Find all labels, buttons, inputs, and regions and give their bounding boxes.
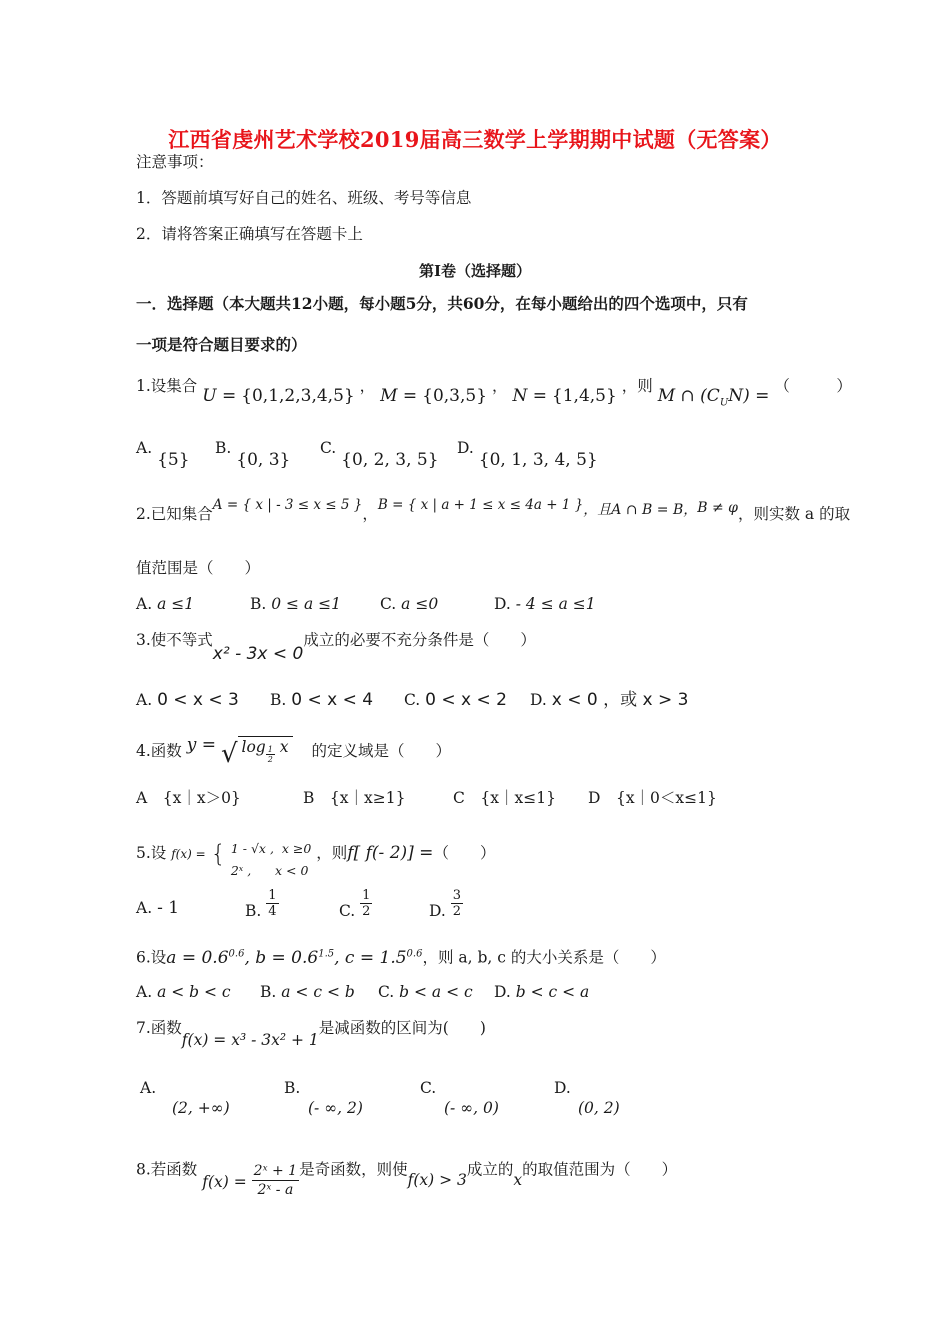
q2-option-c: C. a ≤0	[380, 595, 439, 613]
notice-heading: 注意事项：	[136, 153, 214, 171]
part1-heading-cont: 一项是符合题目要求的）	[136, 335, 307, 354]
q5-option-a: A. - 1	[136, 898, 180, 918]
question-5: 5.设 f(x) = { 1 - √x , x ≥0 2ˣ , x < 0 ，则f[ f(- 2)] =（ ）	[136, 832, 495, 876]
q7-option-a: A. (2, +∞)	[140, 1079, 230, 1117]
q5-f-def: f(x) =	[171, 847, 206, 861]
question-4: 4.函数 y = √ log $\frac{1}{2}$ x 的定义域是（ ）	[136, 735, 451, 769]
q1-expr: M ∩ (C	[657, 386, 720, 406]
notice-item-2: 2．请将答案正确填写在答题卡上	[136, 225, 363, 243]
q4-option-a: A {x｜x＞0}	[136, 789, 241, 807]
question-7: 7.函数f(x) = x³ - 3x² + 1是减函数的区间为( )	[136, 1019, 486, 1049]
question-6: 6.设$a = 0.6^{0.6}$, $b = 0.6^{1.5}$, $c = 1.5^{0.6}$，则 a, b, c 的大小关系是（ ）	[136, 947, 666, 968]
q6-option-c: C. b < a < c	[378, 983, 473, 1001]
q1-stem: 1.设集合	[136, 377, 198, 395]
q5-expr: f[ f(- 2)] =	[347, 843, 434, 863]
q1-option-d: D. {0, 1, 3, 4, 5}	[457, 439, 598, 470]
q6-option-a: A. a < b < c	[136, 983, 231, 1001]
q6-option-d: D. b < c < a	[494, 983, 590, 1001]
question-2: 2.已知集合A = { x | - 3 ≤ x ≤ 5 }，B = { x | a + 1 ≤ x ≤ 4a + 1 }，且A ∩ B = B，B ≠ φ，则实数 a 的取	[136, 497, 851, 523]
q8-fraction: $\frac{\text{2ˣ + 1}}{\text{2ˣ - a}}$	[253, 1163, 298, 1198]
q7-expr: f(x) = x³ - 3x² + 1	[181, 1031, 319, 1049]
q1-m-set: 0,3,5	[432, 386, 477, 406]
q3-option-d: D. x < 0 ，或 x > 3	[530, 690, 689, 710]
q4-option-b: B {x｜x≥1}	[303, 789, 406, 807]
q2-option-d: D. - 4 ≤ a ≤1	[494, 595, 596, 613]
section-title: 第Ⅰ卷（选择题）	[418, 262, 532, 280]
question-8: 8.若函数 f(x) = $\frac{\text{2ˣ + 1}}{\text{2ˣ - a}}$ 是奇函数，则使f(x) > 3成立的x的取值范围为（ ）	[136, 1160, 678, 1198]
question-3: 3.使不等式x² - 3x < 0成立的必要不充分条件是（ ）	[136, 631, 536, 664]
q1-n-set: 1,4,5	[562, 386, 606, 406]
part1-heading: 一．选择题（本大题共12小题，每小题5分，共60分，在每小题给出的四个选项中，只有	[136, 294, 748, 313]
q4-option-c: C {x｜x≤1}	[453, 789, 556, 807]
q1-paren: （ ）	[774, 377, 852, 395]
q6-option-b: B. a < c < b	[260, 983, 355, 1001]
q3-option-a: A. 0 < x < 3	[136, 690, 239, 710]
q4-option-d: D {x｜0＜x≤1}	[588, 789, 717, 807]
q1-n: N =	[512, 386, 547, 406]
q2-stem-cont: 值范围是（ ）	[136, 559, 261, 577]
q5-option-b: B. $\frac{1}{4}$	[245, 888, 277, 920]
exam-title: 江西省虔州艺术学校2019届高三数学上学期期中试题（无答案）	[168, 127, 782, 152]
q5-option-c: C. $\frac{1}{2}$	[339, 888, 371, 920]
q5-option-d: D. $\frac{3}{2}$	[429, 888, 462, 920]
question-1: 1.设集合 U = {0,1,2,3,4,5} ， M = {0,3,5} ， N = {1,4,5} ，则 M ∩ $(C_UN)$ = （ ）	[136, 377, 852, 409]
q1-expr2: N) =	[728, 386, 770, 406]
q2-option-a: A. a ≤1	[136, 595, 195, 613]
q7-option-b: B. (- ∞, 2)	[284, 1079, 363, 1117]
q1-u: U =	[202, 386, 237, 406]
q1-m: M =	[380, 386, 418, 406]
q2-set-a: A = { x | - 3 ≤ x ≤ 5 }	[212, 497, 363, 513]
q1-sub: U	[719, 397, 729, 409]
q1-u-set: 0,1,2,3,4,5	[251, 386, 344, 406]
q2-set-b: B = { x | a + 1 ≤ x ≤ 4a + 1 }	[377, 497, 584, 513]
q3-option-c: C. 0 < x < 2	[404, 690, 507, 710]
q1-then: ，则	[621, 377, 653, 395]
q1-option-c: C. {0, 2, 3, 5}	[320, 439, 439, 470]
q1-option-b: B. {0, 3}	[215, 439, 291, 470]
q1-option-a: A. {5}	[136, 439, 190, 470]
q2-option-b: B. 0 ≤ a ≤1	[250, 595, 341, 613]
q3-option-b: B. 0 < x < 4	[270, 690, 374, 710]
q7-option-c: C. (- ∞, 0)	[420, 1079, 499, 1117]
q3-expr: x² - 3x < 0	[212, 644, 304, 664]
notice-item-1: 1．答题前填写好自己的姓名、班级、考号等信息	[136, 189, 472, 207]
q5-piecewise: 1 - √x , x ≥0 2ˣ , x < 0	[230, 841, 312, 878]
q7-option-d: D. (0, 2)	[554, 1079, 620, 1117]
